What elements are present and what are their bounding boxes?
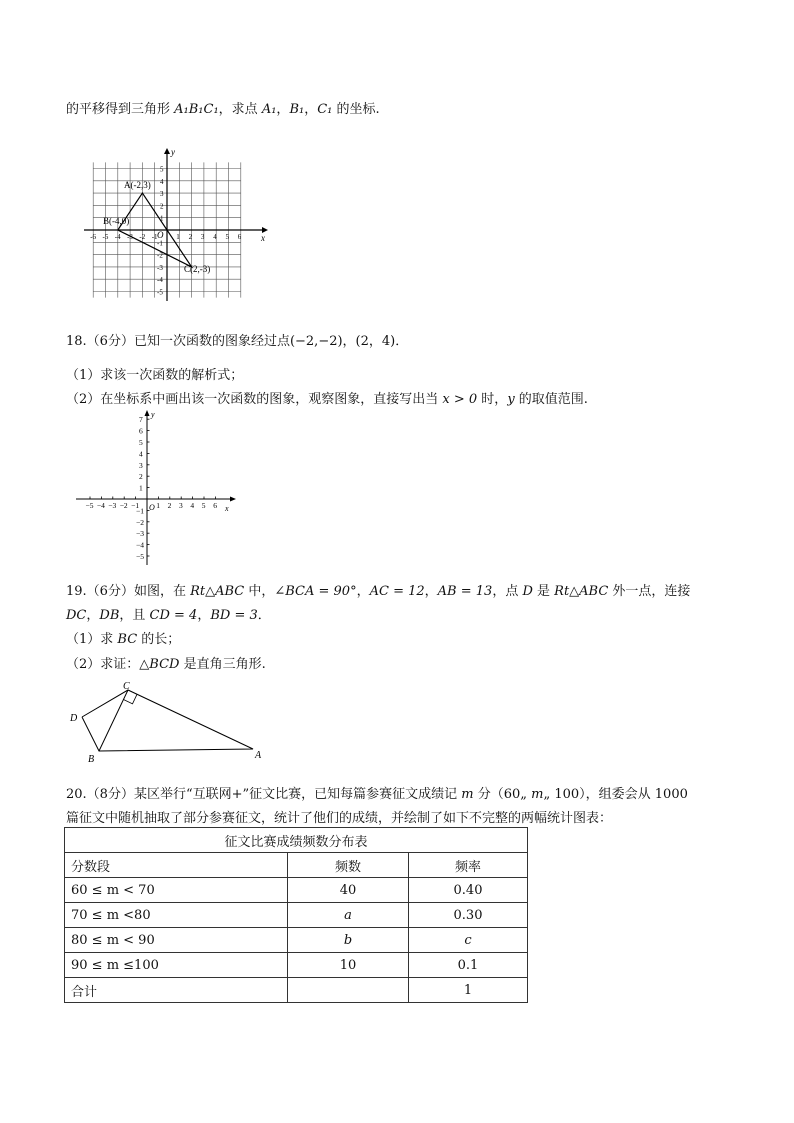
q19-text: ． bbox=[257, 608, 271, 623]
x-axis-label: x bbox=[225, 504, 229, 513]
q19-text: ， bbox=[197, 608, 211, 623]
q19-math: CD = 4 bbox=[149, 608, 198, 623]
x-tick-label: 5 bbox=[201, 501, 206, 510]
q19-text: 19.（6分）如图，在 bbox=[66, 584, 191, 599]
q19-math: ∠BCA = 90° bbox=[274, 584, 357, 599]
x-tick-label: -5 bbox=[102, 233, 109, 241]
y-tick-label: 2 bbox=[160, 202, 164, 211]
x-axis-arrow bbox=[230, 497, 236, 502]
x-tick-label: 3 bbox=[200, 233, 205, 241]
y-axis-arrow bbox=[145, 410, 150, 416]
p17-point: A₁ bbox=[261, 102, 277, 117]
q20-var: m bbox=[461, 787, 474, 802]
q19-math: AB = 13 bbox=[437, 584, 493, 599]
y-tick-label: 6 bbox=[139, 426, 143, 436]
q20-text: „ 100），组委会从 1000 bbox=[543, 787, 688, 802]
q19-text: 的长； bbox=[137, 632, 181, 647]
x-tick-label: 6 bbox=[213, 501, 217, 510]
y-tick-label: −3 bbox=[136, 529, 144, 539]
q19-text: ， bbox=[356, 584, 370, 599]
cell-count bbox=[288, 978, 409, 1003]
point-a-label: A(-2,3) bbox=[124, 180, 151, 190]
x-tick-label: 4 bbox=[213, 233, 217, 241]
x-tick-label: -4 bbox=[114, 233, 121, 241]
q18-text: 的取值范围. bbox=[514, 392, 588, 407]
cell-range: 90 ≤ m ≤100 bbox=[65, 953, 288, 978]
q19-text: ， bbox=[86, 608, 100, 623]
q19-part2 bbox=[66, 653, 266, 672]
cell-range: 合计 bbox=[65, 978, 288, 1003]
cell-range: 80 ≤ m < 90 bbox=[65, 928, 288, 953]
y-tick-label: 3 bbox=[139, 460, 143, 470]
x-tick-label: −1 bbox=[131, 501, 140, 510]
p17-text: 的坐标. bbox=[332, 102, 380, 117]
x-tick-label: -6 bbox=[90, 233, 97, 241]
frequency-table bbox=[64, 827, 528, 1003]
y-tick-label: −5 bbox=[136, 552, 144, 561]
q19-math: Rt△ABC bbox=[554, 584, 609, 599]
vertex-a-label: A bbox=[255, 750, 262, 761]
x-tick-label: -2 bbox=[139, 233, 146, 241]
q20-text: 分（60„ bbox=[473, 787, 532, 802]
p17-point: B₁ bbox=[289, 102, 305, 117]
outline-dcab bbox=[82, 690, 253, 751]
q19-text: 是直角三角形. bbox=[179, 657, 266, 672]
vertex-b-label: B bbox=[88, 754, 95, 765]
q19-stem-line2 bbox=[66, 604, 271, 623]
q18-part1: （1）求该一次函数的解析式； bbox=[66, 368, 244, 383]
y-tick-label: 1 bbox=[139, 483, 143, 493]
table-title-row bbox=[65, 828, 528, 853]
y-tick-label: 1 bbox=[160, 214, 164, 223]
q19-text: 中， bbox=[244, 584, 275, 599]
q18-stem: 18.（6分）已知一次函数的图象经过点(−2,−2)，(2，4)． bbox=[66, 334, 409, 349]
q19-math: Rt△ABC bbox=[190, 584, 245, 599]
x-tick-label: 6 bbox=[237, 233, 242, 241]
x-tick-label: −2 bbox=[119, 501, 128, 510]
segment-cb bbox=[99, 690, 128, 751]
q18-var: y bbox=[507, 392, 515, 407]
y-tick-label: -1 bbox=[157, 239, 163, 248]
figure-17-grid bbox=[80, 145, 280, 305]
y-tick-label: -2 bbox=[157, 251, 163, 260]
vertex-c-label: C bbox=[123, 681, 130, 692]
table-row bbox=[65, 903, 528, 928]
q19-math: AC = 12 bbox=[369, 584, 425, 599]
q19-math: BD = 3 bbox=[210, 608, 258, 623]
q19-math: D bbox=[522, 584, 533, 599]
y-tick-label: 7 bbox=[139, 415, 143, 425]
cell-rate: 0.30 bbox=[409, 903, 528, 928]
q20-text: 20.（8分）某区举行“互联网+”征文比赛，已知每篇参赛征文成绩记 bbox=[66, 787, 462, 802]
p17-point: C₁ bbox=[317, 102, 333, 117]
p17-text: 的平移得到三角形 bbox=[66, 102, 175, 117]
point-b-label: B(-4,0) bbox=[103, 216, 130, 226]
table-row bbox=[65, 953, 528, 978]
q19-math: BC bbox=[117, 632, 138, 647]
cell-rate: 0.40 bbox=[409, 878, 528, 903]
q19-math: DB bbox=[99, 608, 120, 623]
q18-part2 bbox=[66, 388, 588, 407]
x-tick-label: −5 bbox=[85, 501, 94, 510]
x-tick-label: -3 bbox=[127, 233, 133, 241]
y-tick-label: -4 bbox=[157, 276, 163, 285]
x-axis-label: x bbox=[261, 233, 265, 243]
tick-marks-and-labels bbox=[86, 415, 218, 561]
q19-part1 bbox=[66, 628, 180, 647]
x-tick-label: 2 bbox=[188, 233, 193, 241]
table-title: 征文比赛成绩频数分布表 bbox=[65, 828, 528, 853]
y-tick-label: 2 bbox=[139, 472, 143, 482]
y-tick-label: 5 bbox=[160, 165, 164, 174]
cell-rate: 0.1 bbox=[409, 953, 528, 978]
p17-triangle: A₁B₁C₁ bbox=[174, 102, 219, 117]
x-tick-label: −4 bbox=[96, 501, 105, 510]
q20-var: m bbox=[531, 787, 544, 802]
header-rate: 频率 bbox=[409, 853, 528, 878]
x-tick-label: −3 bbox=[108, 501, 117, 510]
q19-text: （2）求证：△ bbox=[66, 657, 150, 672]
vertex-d-label: D bbox=[70, 713, 78, 724]
y-tick-label: −2 bbox=[136, 517, 144, 527]
p17-text: ， bbox=[304, 102, 318, 117]
q19-text: 是 bbox=[532, 584, 555, 599]
q18-text: 时， bbox=[477, 392, 508, 407]
q19-math: DC bbox=[66, 608, 87, 623]
q19-text: 外一点，连接 bbox=[608, 584, 691, 599]
point-c-label: C(2,-3) bbox=[184, 264, 211, 274]
origin-label: O bbox=[149, 503, 155, 512]
q20-stem-line2: 篇征文中随机抽取了部分参赛征文，统计了他们的成绩，并绘制了如下不完整的两幅统计图表： bbox=[66, 811, 613, 826]
y-tick-label: −4 bbox=[136, 540, 144, 550]
table-row bbox=[65, 878, 528, 903]
y-axis-arrow bbox=[164, 148, 170, 154]
q19-text: ，且 bbox=[119, 608, 150, 623]
y-axis-label: y bbox=[151, 410, 155, 419]
header-score-range: 分数段 bbox=[65, 853, 288, 878]
q19-stem-line1 bbox=[66, 580, 690, 599]
q18-text: （2）在坐标系中画出该一次函数的图象，观察图象，直接写出当 bbox=[66, 392, 443, 407]
q19-text: ，点 bbox=[492, 584, 523, 599]
figure-19-triangles bbox=[60, 680, 270, 765]
q19-text: ， bbox=[424, 584, 438, 599]
x-tick-label: 5 bbox=[225, 233, 229, 241]
origin-label: O bbox=[157, 230, 164, 240]
y-tick-label: 4 bbox=[160, 177, 164, 186]
y-axis-label: y bbox=[171, 147, 175, 157]
q18-condition: x > 0 bbox=[442, 392, 478, 407]
p17-tail-line bbox=[66, 98, 380, 117]
q19-text: （1）求 bbox=[66, 632, 118, 647]
p17-text: ，求点 bbox=[218, 102, 262, 117]
q19-math: BCD bbox=[149, 657, 180, 672]
y-tick-label: -5 bbox=[157, 288, 163, 297]
x-tick-label: 1 bbox=[156, 501, 160, 510]
figure-18-axes bbox=[70, 408, 240, 568]
header-frequency: 频数 bbox=[288, 853, 409, 878]
cell-count: 10 bbox=[288, 953, 409, 978]
cell-count: b bbox=[288, 928, 409, 953]
cell-count: 40 bbox=[288, 878, 409, 903]
cell-range: 70 ≤ m <80 bbox=[65, 903, 288, 928]
x-tick-label: -1 bbox=[151, 233, 158, 241]
table-row bbox=[65, 928, 528, 953]
table-row-total bbox=[65, 978, 528, 1003]
y-tick-label: -3 bbox=[157, 263, 163, 272]
y-tick-label: −1 bbox=[136, 506, 144, 516]
x-tick-label: 2 bbox=[167, 501, 172, 510]
tick-labels bbox=[90, 166, 242, 297]
p17-text: ， bbox=[276, 102, 290, 117]
y-tick-label: 5 bbox=[139, 438, 143, 447]
x-tick-label: 4 bbox=[190, 501, 195, 510]
cell-rate: c bbox=[409, 928, 528, 953]
q20-stem-line1 bbox=[66, 783, 688, 802]
x-tick-label: 3 bbox=[179, 501, 183, 510]
y-tick-label: 3 bbox=[160, 190, 164, 199]
x-tick-label: 1 bbox=[176, 233, 180, 241]
cell-count: a bbox=[288, 903, 409, 928]
y-tick-label: 4 bbox=[139, 449, 143, 459]
cell-range: 60 ≤ m < 70 bbox=[65, 878, 288, 903]
table-header-row bbox=[65, 853, 528, 878]
cell-rate: 1 bbox=[409, 978, 528, 1003]
